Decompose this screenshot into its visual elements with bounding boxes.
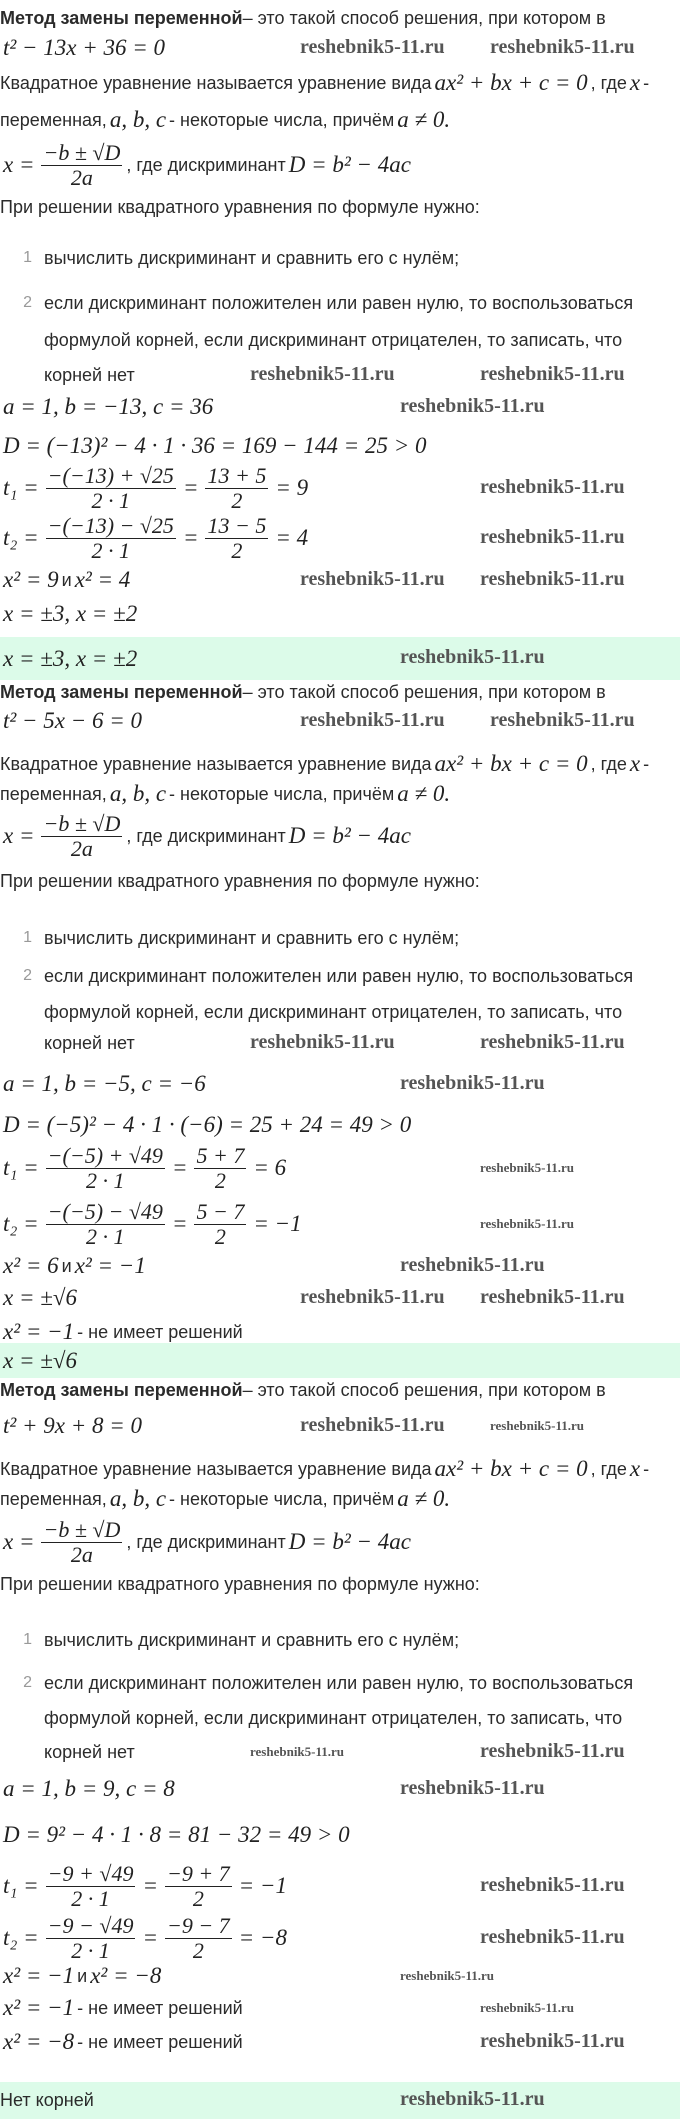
math-expression: D = b² − 4ac xyxy=(288,823,411,848)
math-expression: a, b, c xyxy=(109,107,167,132)
math-expression: a ≠ 0. xyxy=(397,107,451,132)
list-number: 2 xyxy=(23,967,32,984)
list-item xyxy=(0,995,622,1029)
math-expression: t₁ = xyxy=(3,1155,39,1180)
text-segment: - xyxy=(643,1458,650,1479)
fraction xyxy=(41,141,122,190)
watermark: reshebnik5-11.ru xyxy=(480,363,625,385)
text-segment: - некоторые числа, причём xyxy=(169,1488,395,1509)
fraction xyxy=(46,1914,136,1963)
math-expression: = −8 xyxy=(238,1925,287,1950)
text-segment: - не имеет решений xyxy=(77,1321,243,1342)
math-expression: ax² + bx + c = 0 xyxy=(434,1456,588,1481)
math-expression: = 6 xyxy=(253,1155,287,1180)
math-expression: = −1 xyxy=(238,1873,287,1898)
watermark: reshebnik5-11.ru xyxy=(480,568,625,590)
fraction xyxy=(41,812,122,861)
content-line xyxy=(0,1860,290,1911)
watermark: reshebnik5-11.ru xyxy=(480,526,625,548)
fraction xyxy=(46,1200,165,1249)
math-expression: = xyxy=(182,475,199,500)
math-expression: x² = −1 xyxy=(3,1963,75,1988)
answer-box xyxy=(0,2082,680,2119)
fraction xyxy=(46,514,176,563)
text-segment: вычислить дискриминант и сравнить его с нулём; xyxy=(44,927,460,948)
text-segment: переменная, xyxy=(0,783,107,804)
content-line xyxy=(0,1281,80,1315)
list-item xyxy=(0,286,633,320)
watermark: reshebnik5-11.ru xyxy=(300,568,445,590)
list-number: 1 xyxy=(23,249,32,266)
watermark: reshebnik5-11.ru xyxy=(300,709,445,731)
fraction-denominator: 2 · 1 xyxy=(86,1167,125,1193)
fraction-denominator: 2 xyxy=(231,537,243,563)
content-line xyxy=(0,1452,649,1486)
math-expression: t₁ = xyxy=(3,1873,39,1898)
text-segment: вычислить дискриминант и сравнить его с нулём; xyxy=(44,247,460,268)
math-expression: t₂ = xyxy=(3,1211,39,1236)
bold-term: Метод замены переменной xyxy=(0,1379,243,1400)
fraction-denominator: 2a xyxy=(70,164,93,190)
math-expression: t₂ = xyxy=(3,1925,39,1950)
watermark: reshebnik5-11.ru xyxy=(400,395,545,417)
content-line xyxy=(0,1959,164,1993)
math-expression: x xyxy=(629,70,641,95)
content-line xyxy=(0,1818,353,1852)
text-segment: , где xyxy=(590,753,627,774)
math-expression: = xyxy=(142,1925,158,1950)
fraction-numerator: 5 − 7 xyxy=(196,1198,245,1224)
text-segment: , где xyxy=(590,72,627,93)
bold-term: Метод замены переменной xyxy=(0,681,243,702)
content-line xyxy=(0,462,311,513)
watermark: reshebnik5-11.ru xyxy=(400,646,545,668)
text-segment: корней нет xyxy=(44,1032,135,1053)
math-expression: a = 1, b = −5, c = −6 xyxy=(3,1071,206,1096)
fraction-numerator: −(−5) − √49 xyxy=(47,1198,163,1224)
watermark: reshebnik5-11.ru xyxy=(480,1926,625,1948)
watermark: reshebnik5-11.ru xyxy=(480,1160,575,1175)
list-number: 1 xyxy=(23,1631,32,1648)
answer-line xyxy=(0,2084,94,2118)
text-segment: и xyxy=(61,569,72,590)
fraction-numerator: 13 + 5 xyxy=(207,462,267,488)
list-item xyxy=(0,959,633,993)
watermark: reshebnik5-11.ru xyxy=(490,1418,585,1433)
fraction xyxy=(46,1144,165,1193)
fraction-numerator: 5 + 7 xyxy=(196,1142,245,1168)
list-item xyxy=(0,1735,135,1769)
math-expression: D = b² − 4ac xyxy=(288,1529,411,1554)
math-expression: t² − 13x + 36 = 0 xyxy=(3,35,166,60)
math-expression: D = b² − 4ac xyxy=(288,152,411,177)
math-expression: x² = −1 xyxy=(74,1253,146,1278)
math-expression: = xyxy=(182,525,199,550)
list-number: 1 xyxy=(23,929,32,946)
fraction xyxy=(41,1518,122,1567)
text-segment: Квадратное уравнение называется уравнение вида xyxy=(0,72,432,93)
math-expression: a, b, c xyxy=(109,1486,167,1511)
text-segment: - не имеет решений xyxy=(77,1997,243,2018)
list-item xyxy=(0,921,459,955)
math-expression: = xyxy=(171,1211,188,1236)
content-line xyxy=(0,103,453,137)
content-line xyxy=(0,1912,290,1963)
text-segment: переменная, xyxy=(0,109,107,130)
fraction xyxy=(46,1862,136,1911)
list-item xyxy=(0,358,135,392)
math-expression: t² + 9x + 8 = 0 xyxy=(3,1413,143,1438)
content-line xyxy=(0,31,168,65)
fraction-numerator: −9 − √49 xyxy=(47,1912,134,1938)
math-expression: = −1 xyxy=(253,1211,302,1236)
content-line xyxy=(0,704,145,738)
content-line xyxy=(0,864,480,898)
fraction-denominator: 2 · 1 xyxy=(86,1223,125,1249)
list-number: 2 xyxy=(23,294,32,311)
math-expression: x² = −1 xyxy=(3,1995,75,2020)
text-segment: если дискриминант положителен или равен нулю, то воспользоваться xyxy=(44,292,634,313)
watermark: reshebnik5-11.ru xyxy=(400,2088,545,2110)
content-line xyxy=(0,597,140,631)
watermark: reshebnik5-11.ru xyxy=(480,1031,625,1053)
content-line xyxy=(0,1249,149,1283)
watermark: reshebnik5-11.ru xyxy=(400,1968,495,1983)
text-segment: , где xyxy=(590,1458,627,1479)
text-segment: – это такой способ решения, при котором в xyxy=(242,7,606,28)
text-segment: При решении квадратного уравнения по формуле нужно: xyxy=(0,1573,480,1594)
text-segment: переменная, xyxy=(0,1488,107,1509)
math-expression: x = ±3, x = ±2 xyxy=(3,601,138,626)
text-segment: формулой корней, если дискриминант отрицателен, то записать, что xyxy=(44,1707,623,1728)
content-line xyxy=(0,66,649,100)
text-segment: , где дискриминант xyxy=(126,154,286,175)
math-expression: D = (−5)² − 4 · 1 · (−6) = 25 + 24 = 49 > 0 xyxy=(3,1112,412,1137)
content-line xyxy=(0,1,606,35)
text-segment: вычислить дискриминант и сравнить его с нулём; xyxy=(44,1629,460,1650)
fraction-numerator: −9 + 7 xyxy=(166,1860,230,1886)
fraction-denominator: 2 xyxy=(214,1223,226,1249)
math-expression: D = (−13)² − 4 · 1 · 36 = 169 − 144 = 25 > 0 xyxy=(3,433,427,458)
watermark: reshebnik5-11.ru xyxy=(300,1286,445,1308)
text-segment: – это такой способ решения, при котором в xyxy=(242,681,606,702)
fraction-denominator: 2 · 1 xyxy=(91,537,131,563)
content-line xyxy=(0,1772,178,1806)
text-segment: корней нет xyxy=(44,364,135,385)
fraction-denominator: 2 xyxy=(192,1937,204,1963)
math-expression: t₁ = xyxy=(3,475,39,500)
content-line xyxy=(0,429,429,463)
answer-math: x = ±3, x = ±2 xyxy=(3,645,138,671)
watermark: reshebnik5-11.ru xyxy=(400,1777,545,1799)
fraction xyxy=(194,1200,246,1249)
text-segment: , где дискриминант xyxy=(126,825,286,846)
list-item xyxy=(0,1666,633,1700)
math-expression: a, b, c xyxy=(109,781,167,806)
fraction-numerator: −9 + √49 xyxy=(47,1860,134,1886)
watermark: reshebnik5-11.ru xyxy=(400,1254,545,1276)
list-item xyxy=(0,1026,135,1060)
math-expression: x = ±√6 xyxy=(3,1285,77,1310)
fraction-numerator: 13 − 5 xyxy=(207,512,267,538)
watermark: reshebnik5-11.ru xyxy=(250,1744,345,1759)
content-line xyxy=(0,777,453,811)
fraction-numerator: −(−13) − √25 xyxy=(47,512,174,538)
text-segment: и xyxy=(61,1255,72,1276)
fraction xyxy=(165,1862,232,1911)
fraction-denominator: 2a xyxy=(70,835,93,861)
text-segment: При решении квадратного уравнения по формуле нужно: xyxy=(0,196,480,217)
content-line xyxy=(0,1567,480,1601)
math-expression: x = xyxy=(3,152,35,177)
math-expression: x = xyxy=(3,823,35,848)
watermark: reshebnik5-11.ru xyxy=(480,2000,575,2015)
watermark: reshebnik5-11.ru xyxy=(490,36,635,58)
watermark: reshebnik5-11.ru xyxy=(480,1874,625,1896)
list-item xyxy=(0,241,459,275)
list-item xyxy=(0,323,622,357)
math-expression: x = xyxy=(3,1529,35,1554)
text-segment: , где дискриминант xyxy=(126,1531,286,1552)
fraction xyxy=(165,1914,232,1963)
watermark: reshebnik5-11.ru xyxy=(300,1414,445,1436)
text-segment: - не имеет решений xyxy=(77,2031,243,2052)
math-expression: = xyxy=(142,1873,158,1898)
watermark: reshebnik5-11.ru xyxy=(480,476,625,498)
content-line xyxy=(0,390,216,424)
fraction-numerator: −9 − 7 xyxy=(166,1912,230,1938)
text-segment: Квадратное уравнение называется уравнение вида xyxy=(0,753,432,774)
text-segment: – это такой способ решения, при котором в xyxy=(242,1379,606,1400)
list-number: 2 xyxy=(23,1674,32,1691)
content-line xyxy=(0,512,311,563)
text-segment: При решении квадратного уравнения по формуле нужно: xyxy=(0,870,480,891)
text-segment: - xyxy=(643,753,650,774)
math-expression: x² = 4 xyxy=(74,567,131,592)
fraction xyxy=(194,1144,246,1193)
content-line xyxy=(0,563,133,597)
math-expression: a = 1, b = 9, c = 8 xyxy=(3,1776,175,1801)
text-segment: если дискриминант положителен или равен нулю, то воспользоваться xyxy=(44,1672,634,1693)
math-expression: x xyxy=(629,751,641,776)
fraction-numerator: −b ± √D xyxy=(43,810,121,836)
content-line xyxy=(0,190,480,224)
math-expression: x² = 6 xyxy=(3,1253,59,1278)
content-line xyxy=(0,1482,453,1516)
fraction-denominator: 2a xyxy=(70,1541,93,1567)
math-expression: D = 9² − 4 · 1 · 8 = 81 − 32 = 49 > 0 xyxy=(3,1822,350,1847)
fraction-denominator: 2 · 1 xyxy=(71,1885,110,1911)
content-line xyxy=(0,2025,243,2059)
fraction-denominator: 2 xyxy=(192,1885,204,1911)
fraction-numerator: −b ± √D xyxy=(43,1516,121,1542)
fraction-numerator: −(−5) + √49 xyxy=(47,1142,163,1168)
content-line xyxy=(0,1409,145,1443)
text-segment: если дискриминант положителен или равен нулю, то воспользоваться xyxy=(44,965,634,986)
fraction-denominator: 2 xyxy=(214,1167,226,1193)
text-segment: формулой корней, если дискриминант отрицателен, то записать, что xyxy=(44,329,623,350)
math-expression: x² = −8 xyxy=(3,2029,75,2054)
fraction-denominator: 2 xyxy=(231,487,243,513)
math-expression: a ≠ 0. xyxy=(397,781,451,806)
content-line xyxy=(0,1991,243,2025)
bold-term: Метод замены переменной xyxy=(0,7,243,28)
answer-text: Нет корней xyxy=(0,2090,94,2110)
math-expression: = xyxy=(171,1155,188,1180)
math-expression: t² − 5x − 6 = 0 xyxy=(3,708,143,733)
math-expression: t₂ = xyxy=(3,525,39,550)
watermark: reshebnik5-11.ru xyxy=(300,36,445,58)
text-segment: и xyxy=(77,1965,88,1986)
content-line xyxy=(0,1067,209,1101)
watermark: reshebnik5-11.ru xyxy=(480,1216,575,1231)
watermark: reshebnik5-11.ru xyxy=(250,1031,395,1053)
list-item xyxy=(0,1701,622,1735)
math-expression: = 4 xyxy=(275,525,309,550)
fraction-denominator: 2 · 1 xyxy=(71,1937,110,1963)
math-expression: ax² + bx + c = 0 xyxy=(434,751,588,776)
text-segment: формулой корней, если дискриминант отрицателен, то записать, что xyxy=(44,1001,623,1022)
text-segment: корней нет xyxy=(44,1741,135,1762)
fraction-numerator: −(−13) + √25 xyxy=(47,462,174,488)
content-line xyxy=(0,810,414,861)
math-expression: a = 1, b = −13, c = 36 xyxy=(3,394,214,419)
watermark: reshebnik5-11.ru xyxy=(480,1286,625,1308)
fraction xyxy=(205,514,268,563)
text-segment: - некоторые числа, причём xyxy=(169,783,395,804)
math-expression: x² = −1 xyxy=(3,1319,75,1344)
watermark: reshebnik5-11.ru xyxy=(480,1740,625,1762)
math-expression: = 9 xyxy=(275,475,309,500)
watermark: reshebnik5-11.ru xyxy=(480,2030,625,2052)
fraction-numerator: −b ± √D xyxy=(43,139,121,165)
fraction xyxy=(46,464,176,513)
content-line xyxy=(0,1315,243,1349)
text-segment: - некоторые числа, причём xyxy=(169,109,395,130)
fraction-denominator: 2 · 1 xyxy=(91,487,131,513)
text-segment: - xyxy=(643,72,650,93)
answer-math: x = ±√6 xyxy=(3,1347,77,1373)
fraction xyxy=(205,464,268,513)
math-expression: a ≠ 0. xyxy=(397,1486,451,1511)
content-line xyxy=(0,1516,414,1567)
content-line xyxy=(0,1142,289,1193)
content-line xyxy=(0,747,649,781)
math-expression: x² = −8 xyxy=(90,1963,162,1988)
content-line xyxy=(0,139,414,190)
list-item xyxy=(0,1623,459,1657)
math-expression: x² = 9 xyxy=(3,567,59,592)
answer-line xyxy=(0,642,140,676)
watermark: reshebnik5-11.ru xyxy=(400,1072,545,1094)
content-line xyxy=(0,1108,414,1142)
watermark: reshebnik5-11.ru xyxy=(250,363,395,385)
text-segment: Квадратное уравнение называется уравнение вида xyxy=(0,1458,432,1479)
content-line xyxy=(0,1373,606,1407)
watermark: reshebnik5-11.ru xyxy=(490,709,635,731)
content-line xyxy=(0,1198,305,1249)
math-expression: ax² + bx + c = 0 xyxy=(434,70,588,95)
math-expression: x xyxy=(629,1456,641,1481)
